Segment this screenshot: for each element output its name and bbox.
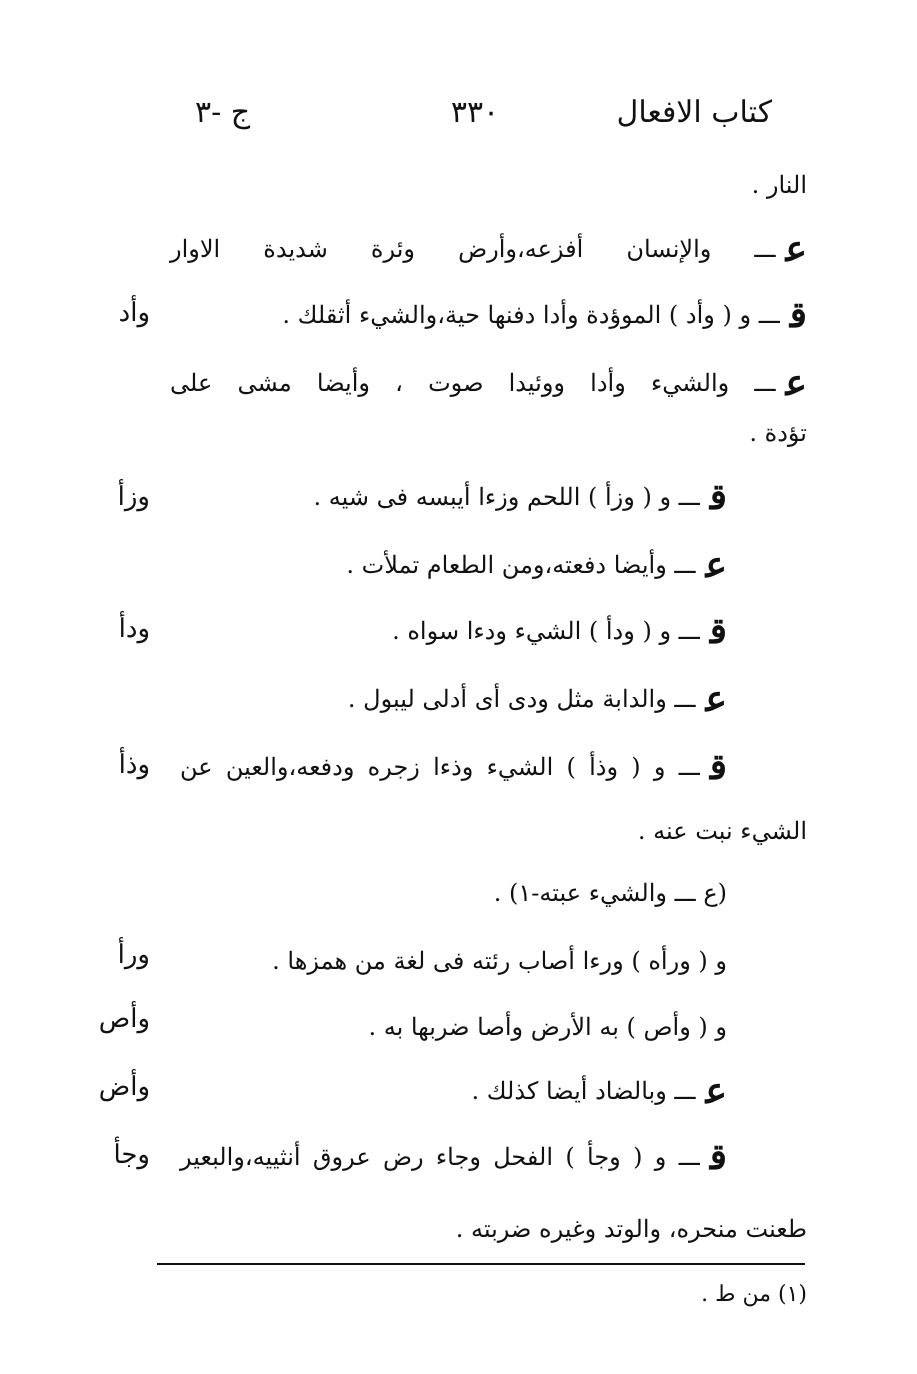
source-sigil: ق	[709, 610, 727, 652]
margin-note: وأد	[118, 298, 150, 328]
text-line-14	[368, 1010, 727, 1044]
source-sigil: ع	[705, 544, 727, 586]
line-text: الشيء نبت عنه .	[637, 817, 807, 845]
text-line-7	[346, 544, 727, 586]
source-sigil: ق	[789, 294, 807, 336]
text-line-6	[313, 476, 727, 518]
text-line-12	[494, 876, 727, 910]
margin-note: وزأ	[117, 482, 150, 512]
source-sigil: ق	[709, 1136, 727, 1178]
footnote-divider	[157, 1263, 805, 1265]
text-line-11	[638, 814, 807, 848]
line-text: ـــ و ( وزأ ) اللحم وزءا أيبسه فى شيه .	[313, 483, 700, 511]
book-title: كتاب الافعال	[616, 95, 772, 130]
text-line-5	[749, 416, 807, 450]
line-text: ـــ و ( وجأ ) الفحل وجاء رض عروق أنثييه،والبعير	[180, 1143, 700, 1171]
source-sigil: ع	[785, 228, 807, 270]
source-sigil: ق	[709, 746, 727, 788]
text-line-15	[471, 1070, 727, 1112]
line-text: و ( ورأه ) ورءا أصاب رئته فى لغة من همزها .	[272, 947, 727, 975]
line-text: تؤدة .	[749, 419, 807, 447]
line-text: و ( وأص ) به الأرض وأصا ضربها به .	[368, 1013, 727, 1041]
page-number: ٣٣٠	[450, 95, 500, 130]
text-line-13	[272, 944, 727, 978]
text-line-10	[180, 746, 727, 788]
text-line-1	[752, 168, 807, 202]
line-text: ـــ وبالضاد أيضا كذلك .	[471, 1077, 696, 1105]
margin-note: وأص	[98, 1004, 150, 1034]
line-text: ـــ وأيضا دفعته،ومن الطعام تملأت .	[346, 551, 696, 579]
margin-note: وأض	[98, 1072, 150, 1102]
margin-note: وذأ	[118, 750, 150, 780]
source-sigil: ع	[785, 362, 807, 404]
margin-note: ورأ	[117, 940, 150, 970]
footnote: (١) من ط .	[701, 1282, 807, 1307]
line-text: ـــ و ( وذأ ) الشيء وذءا زجره ودفعه،والعين عن	[180, 753, 700, 781]
text-line-16	[180, 1136, 727, 1178]
margin-note: وجأ	[113, 1140, 150, 1170]
line-text: ـــ والدابة مثل ودى أى أدلى ليبول .	[347, 685, 696, 713]
line-text: ـــ والشيء وأدا ووئيدا صوت ، وأيضا مشى على	[170, 369, 776, 397]
line-text: طعنت منحره، والوتد وغيره ضربته .	[455, 1215, 807, 1243]
volume-label: ج -٣	[195, 95, 251, 130]
source-sigil: ق	[709, 476, 727, 518]
text-line-2	[170, 228, 807, 270]
source-sigil: ع	[705, 1070, 727, 1112]
text-line-17	[456, 1212, 807, 1246]
line-text: النار .	[751, 171, 807, 199]
line-text: (ع ـــ والشيء عبته-١) .	[493, 879, 727, 907]
line-text: ـــ و ( وأد ) الموؤدة وأدا دفنها حية،والشيء أثقلك .	[282, 301, 780, 329]
text-line-8	[392, 610, 727, 652]
text-line-4	[170, 362, 807, 404]
line-text: ـــ والإنسان أفزعه،وأرض وئرة شديدة الاوار	[170, 235, 776, 263]
margin-note: ودأ	[118, 614, 150, 644]
line-text: ـــ و ( ودأ ) الشيء ودءا سواه .	[392, 617, 700, 645]
text-line-3	[282, 294, 807, 336]
text-line-9	[347, 678, 727, 720]
source-sigil: ع	[705, 678, 727, 720]
